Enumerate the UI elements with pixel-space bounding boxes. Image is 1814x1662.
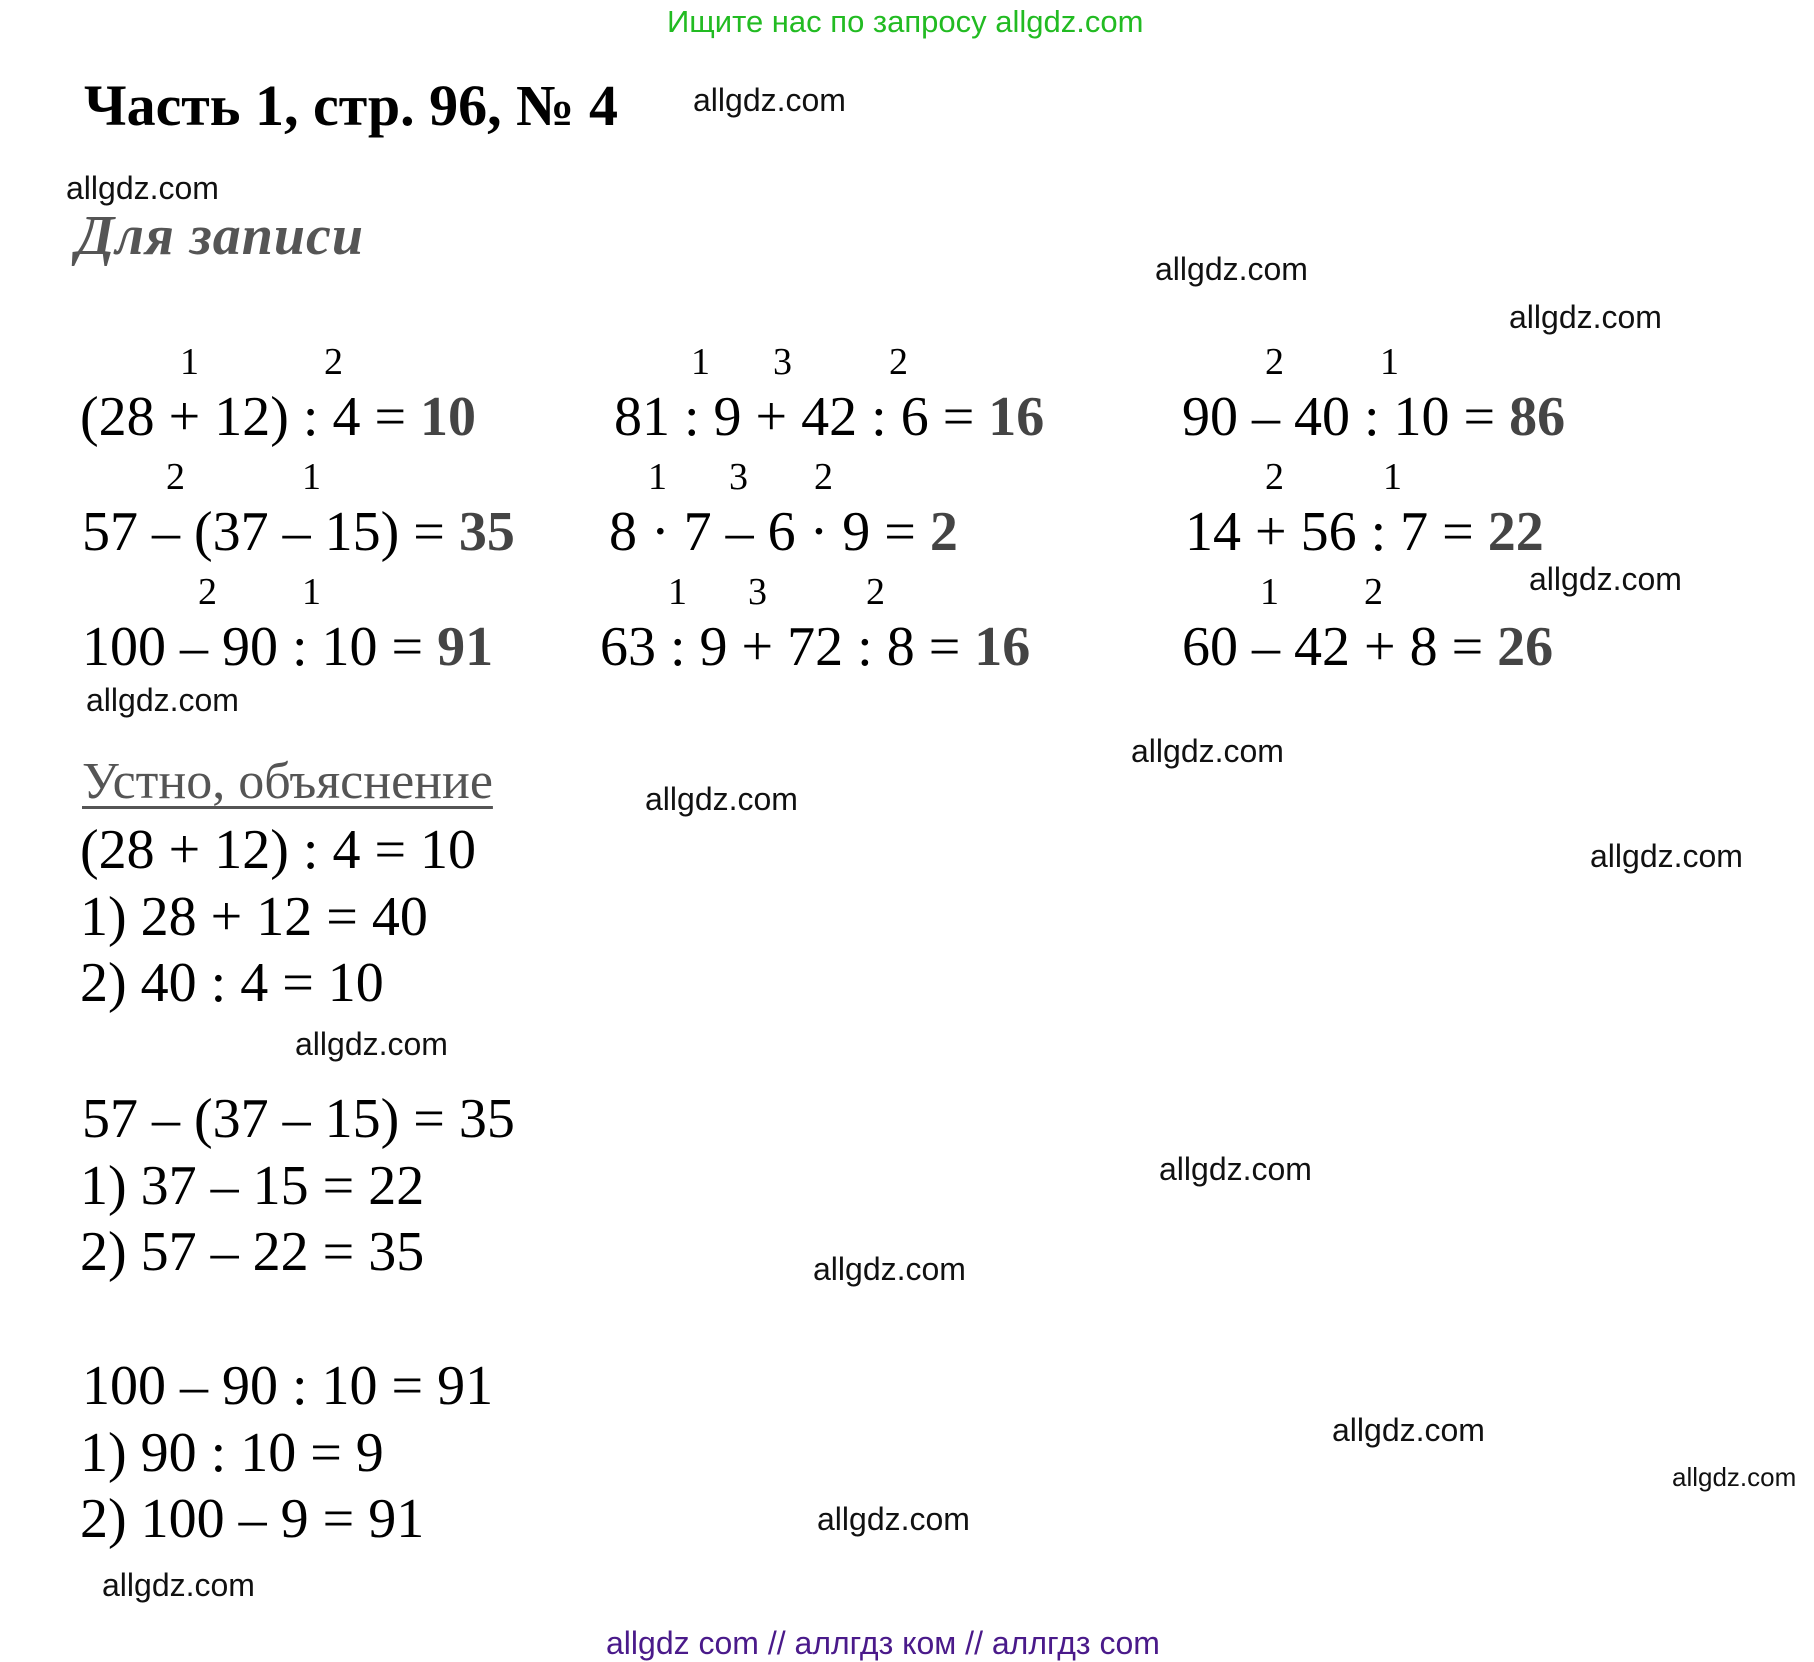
- expression: [1182, 385, 1565, 449]
- order-number: 3: [729, 456, 748, 498]
- expression-text: 90 – 40 : 10 =: [1182, 386, 1510, 448]
- watermark: allgdz.com: [817, 1501, 970, 1537]
- section-heading-written: Для записи: [76, 205, 364, 267]
- order-number: 2: [198, 571, 217, 613]
- order-number: 1: [1380, 341, 1399, 383]
- expression-answer: 16: [988, 386, 1045, 448]
- explanation-line: 57 – (37 – 15) = 35: [82, 1088, 515, 1150]
- explanation-line: 1) 90 : 10 = 9: [80, 1422, 384, 1484]
- order-number: 3: [773, 341, 792, 383]
- expression-text: (28 + 12) : 4 =: [80, 386, 421, 448]
- watermark: allgdz.com: [645, 781, 798, 817]
- expression-text: 63 : 9 + 72 : 8 =: [600, 616, 975, 678]
- order-number: 1: [1383, 456, 1402, 498]
- explanation-line: 2) 57 – 22 = 35: [80, 1221, 425, 1283]
- watermark: allgdz.com: [102, 1567, 255, 1603]
- explanation-line: (28 + 12) : 4 = 10: [80, 819, 477, 881]
- order-number: 2: [866, 571, 885, 613]
- order-number: 1: [1260, 571, 1279, 613]
- expression-text: 57 – (37 – 15) =: [82, 501, 459, 563]
- order-number: 1: [691, 341, 710, 383]
- order-number: 1: [302, 456, 321, 498]
- explanation-line: 1) 28 + 12 = 40: [80, 886, 428, 948]
- expression-text: 14 + 56 : 7 =: [1185, 501, 1488, 563]
- watermark: allgdz.com: [86, 682, 239, 718]
- expression-answer: 16: [974, 616, 1031, 678]
- order-number: 1: [180, 341, 199, 383]
- watermark: allgdz.com: [1672, 1462, 1797, 1492]
- expression: [80, 385, 476, 449]
- order-number: 2: [1364, 571, 1383, 613]
- watermark: allgdz.com: [1155, 251, 1308, 287]
- expression-answer: 22: [1487, 501, 1544, 563]
- watermark: allgdz.com: [1529, 561, 1682, 597]
- explanation-line: 1) 37 – 15 = 22: [80, 1155, 425, 1217]
- expression: [614, 385, 1044, 449]
- watermark: allgdz.com: [1131, 733, 1284, 769]
- watermark: allgdz.com: [66, 170, 219, 206]
- expression: [1182, 615, 1553, 679]
- order-number: 2: [166, 456, 185, 498]
- watermark: allgdz.com: [813, 1251, 966, 1287]
- watermark: allgdz.com: [1590, 838, 1743, 874]
- expression-text: 100 – 90 : 10 =: [82, 616, 438, 678]
- expression: [82, 615, 493, 679]
- expression-answer: 2: [929, 501, 958, 563]
- expression-answer: 10: [420, 386, 477, 448]
- order-number: 1: [648, 456, 667, 498]
- order-number: 1: [668, 571, 687, 613]
- order-number: 2: [324, 341, 343, 383]
- expression-text: 60 – 42 + 8 =: [1182, 616, 1498, 678]
- order-number: 1: [302, 571, 321, 613]
- expression-answer: 91: [437, 616, 494, 678]
- order-number: 2: [1265, 341, 1284, 383]
- expression-text: 81 : 9 + 42 : 6 =: [614, 386, 989, 448]
- order-number: 2: [1265, 456, 1284, 498]
- explanation-line: 100 – 90 : 10 = 91: [82, 1355, 494, 1417]
- expression: [1185, 500, 1544, 564]
- watermark: allgdz.com: [1332, 1412, 1485, 1448]
- watermark: allgdz.com: [295, 1026, 448, 1062]
- order-number: 3: [748, 571, 767, 613]
- expression: [600, 615, 1030, 679]
- order-number: 2: [814, 456, 833, 498]
- page-title: Часть 1, стр. 96, № 4: [84, 73, 618, 138]
- expression: [609, 500, 958, 564]
- footer-links: allgdz com // аллгдз ком // аллгдз com: [606, 1625, 1160, 1661]
- expression-answer: 86: [1509, 386, 1566, 448]
- expression-text: 8 · 7 – 6 · 9 =: [609, 501, 930, 563]
- section-heading-oral: Устно, объяснение: [82, 753, 493, 810]
- top-banner: Ищите нас по запросу allgdz.com: [667, 4, 1144, 39]
- explanation-line: 2) 40 : 4 = 10: [80, 952, 384, 1014]
- explanation-line: 2) 100 – 9 = 91: [80, 1488, 425, 1550]
- watermark: allgdz.com: [1509, 299, 1662, 335]
- expression-answer: 35: [458, 501, 515, 563]
- expression-answer: 26: [1497, 616, 1554, 678]
- watermark: allgdz.com: [1159, 1151, 1312, 1187]
- expression: [82, 500, 515, 564]
- watermark: allgdz.com: [693, 82, 846, 118]
- order-number: 2: [889, 341, 908, 383]
